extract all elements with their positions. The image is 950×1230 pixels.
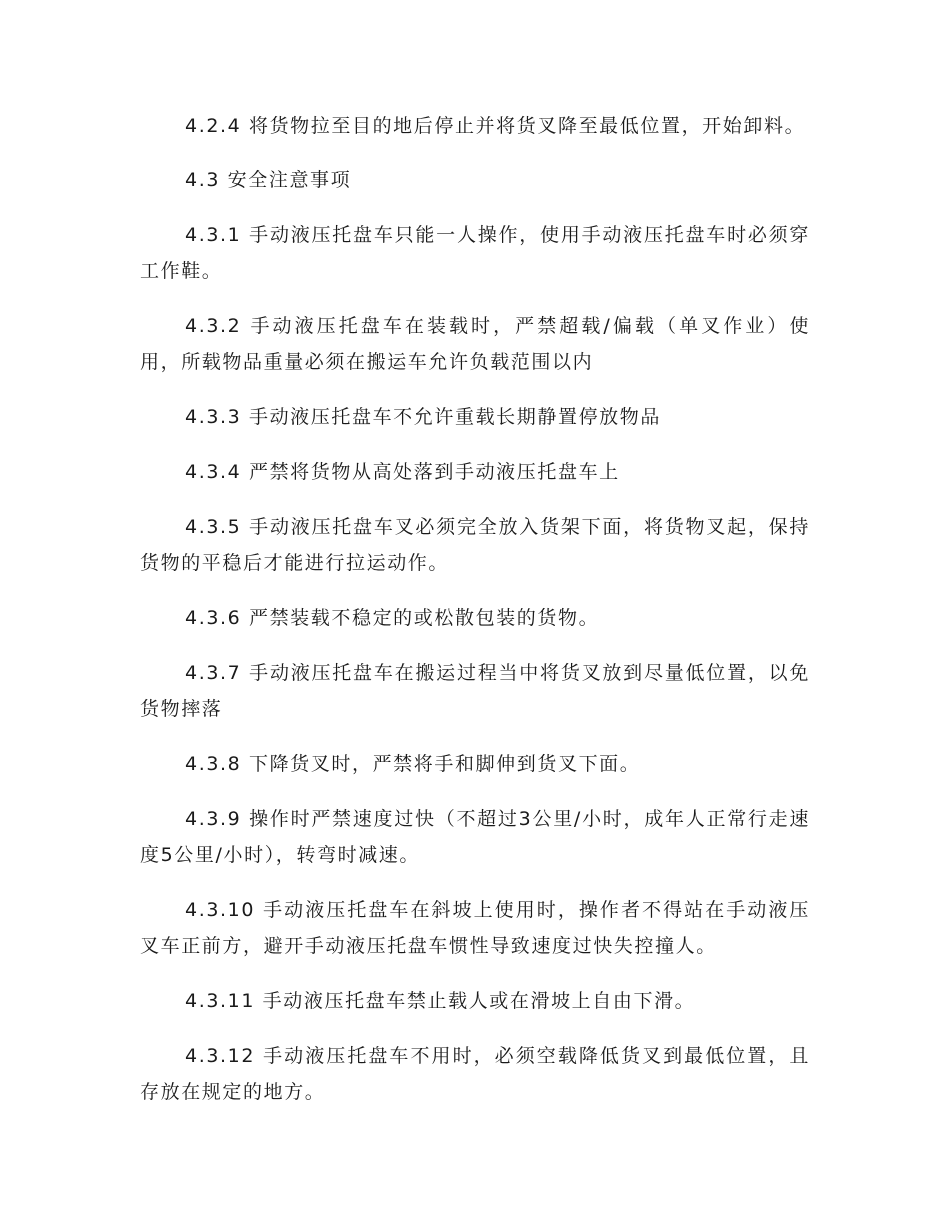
document-body: [140, 108, 810, 1110]
paragraph-4-3-3: 4.3.3 手动液压托盘车不允许重载长期静置停放物品: [185, 406, 661, 428]
paragraph-4-3-10: 4.3.10 手动液压托盘车在斜坡上使用时，操作者不得站在手动液压叉车正前方，避开手动液压托盘车惯性导致速度过快失控撞人。: [140, 899, 810, 957]
paragraph-4-3-12: 4.3.12 手动液压托盘车不用时，必须空载降低货叉到最低位置，且存放在规定的地方。: [140, 1045, 810, 1103]
paragraph-4-3-2: 4.3.2 手动液压托盘车在装载时，严禁超载/偏载（单叉作业）使用，所载物品重量必须在搬运车允许负载范围以内: [140, 315, 810, 373]
paragraph-4-3-4: 4.3.4 严禁将货物从高处落到手动液压托盘车上: [185, 461, 620, 483]
paragraph-4-3-5: 4.3.5 手动液压托盘车叉必须完全放入货架下面，将货物叉起，保持货物的平稳后才能进行拉运动作。: [140, 516, 810, 574]
paragraph-4-3-9: 4.3.9 操作时严禁速度过快（不超过3公里/小时，成年人正常行走速度5公里/小时），转弯时减速。: [140, 808, 810, 866]
section-heading-4-3: 4.3 安全注意事项: [185, 169, 352, 191]
paragraph-4-3-1: 4.3.1 手动液压托盘车只能一人操作，使用手动液压托盘车时必须穿工作鞋。: [140, 224, 810, 282]
paragraph-4-3-6: 4.3.6 严禁装载不稳定的或松散包装的货物。: [185, 607, 600, 629]
paragraph-4-3-7: 4.3.7 手动液压托盘车在搬运过程当中将货叉放到尽量低位置，以免货物摔落: [140, 662, 810, 720]
paragraph-4-3-8: 4.3.8 下降货叉时，严禁将手和脚伸到货叉下面。: [185, 753, 641, 775]
paragraph-4-3-11: 4.3.11 手动液压托盘车禁止载人或在滑坡上自由下滑。: [185, 990, 696, 1012]
paragraph-4-2-4: 4.2.4 将货物拉至目的地后停止并将货叉降至最低位置，开始卸料。: [185, 115, 806, 137]
